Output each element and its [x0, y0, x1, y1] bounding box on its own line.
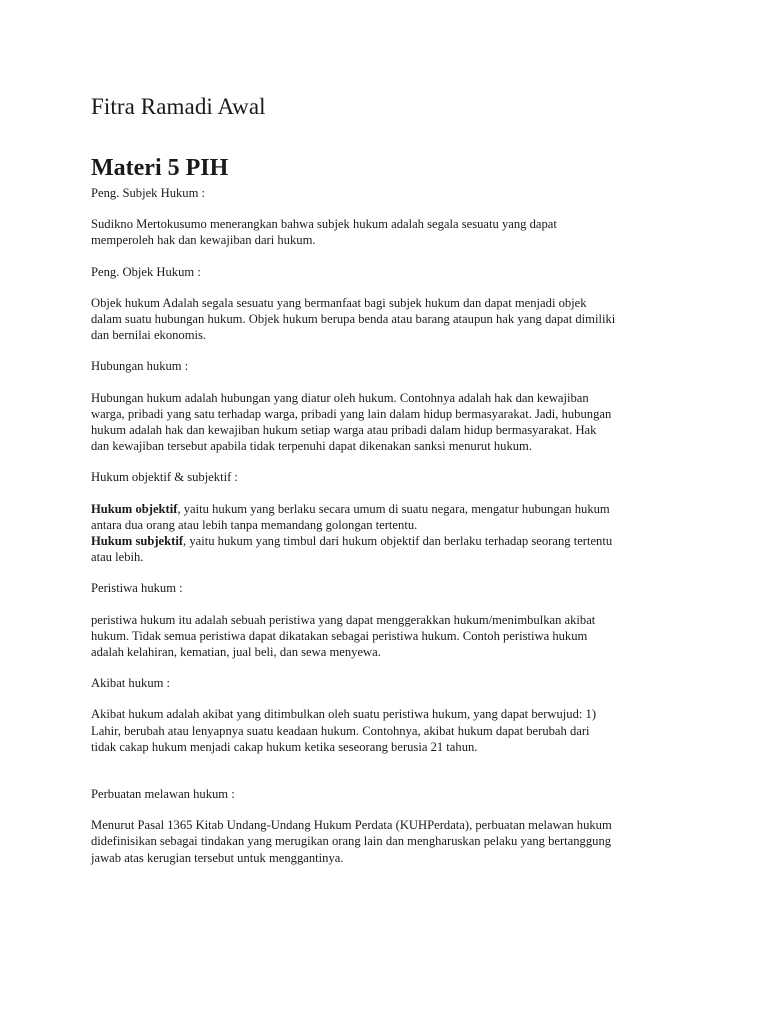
section-body-subjektif — [91, 533, 691, 565]
document-title: Materi 5 PIH — [91, 155, 229, 181]
section-heading-objek: Peng. Objek Hukum : — [91, 264, 201, 279]
definition-hukum-subjektif: , yaitu hukum yang timbul dari hukum objektif dan berlaku terhadap seorang tertentu atau lebih. — [91, 534, 613, 565]
section-heading-peristiwa: Peristiwa hukum : — [91, 581, 183, 596]
section-body-perbuatan: Menurut Pasal 1365 Kitab Undang-Undang Hukum Perdata (KUHPerdata), perbuatan melawan hukum didefinisikan sebagai tindakan yang merugikan orang lain dan mengharuskan pelaku yang bertanggung jawab atas kerugian tersebut untuk menggantinya. — [91, 818, 612, 865]
section-body-objektif — [91, 501, 691, 533]
term-hukum-objektif: Hukum objektif — [91, 501, 178, 516]
section-body-objek: Objek hukum Adalah segala sesuatu yang bermanfaat bagi subjek hukum dan dapat menjadi objek dalam suatu hubungan hukum. Objek hukum berupa benda atau barang ataupun hak yang dapat dimiliki dan bernilai ekonomis. — [91, 295, 616, 343]
section-body-subjek: Sudikno Mertokusumo menerangkan bahwa subjek hukum adalah segala sesuatu yang dapat memperoleh hak dan kewajiban dari hukum. — [91, 217, 557, 248]
section-body-peristiwa: peristiwa hukum itu adalah sebuah peristiwa yang dapat menggerakkan hukum/menimbulkan akibat hukum. Tidak semua peristiwa dapat dikatakan sebagai peristiwa hukum. Contoh peristiwa hukum adalah kelahiran, kematian, jual beli, dan sewa menyewa. — [91, 612, 596, 660]
section-body-akibat: Akibat hukum adalah akibat yang ditimbulkan oleh suatu peristiwa hukum, yang dapat berwujud: 1) Lahir, berubah atau lenyapnya suatu keadaan hukum. Contohnya, akibat hukum dapat berubah dari tidak cakap hukum menjadi cakap hukum ketika seseorang berusia 21 tahun. — [91, 707, 597, 754]
section-heading-subjek: Peng. Subjek Hukum : — [91, 186, 206, 200]
author-name: Fitra Ramadi Awal — [91, 94, 266, 119]
section-heading-hubungan: Hubungan hukum : — [91, 359, 189, 374]
section-heading-akibat: Akibat hukum : — [91, 676, 171, 691]
definition-hukum-objektif: , yaitu hukum yang berlaku secara umum di suatu negara, mengatur hubungan hukum antara dua orang atau lebih tanpa memandang golongan tertentu. — [91, 501, 610, 532]
section-body-hubungan: Hubungan hukum adalah hubungan yang diatur oleh hukum. Contohnya adalah hak dan kewajiban warga, pribadi yang satu terhadap warga, pribadi yang lain dalam hidup bermasyarakat. Jadi, hubungan hukum adalah hak dan kewajiban hukum setiap warga atau pribadi dalam hidup bermasyarakat. Hak dan kewajiban tersebut apabila tidak terpenuhi dapat dikenakan sanksi menurut hukum. — [91, 390, 612, 454]
term-hukum-subjektif: Hukum subjektif — [91, 534, 184, 549]
section-heading-objektif-subjektif: Hukum objektif & subjektif : — [91, 470, 238, 485]
document-page — [91, 92, 691, 866]
section-heading-perbuatan: Perbuatan melawan hukum : — [91, 787, 235, 802]
